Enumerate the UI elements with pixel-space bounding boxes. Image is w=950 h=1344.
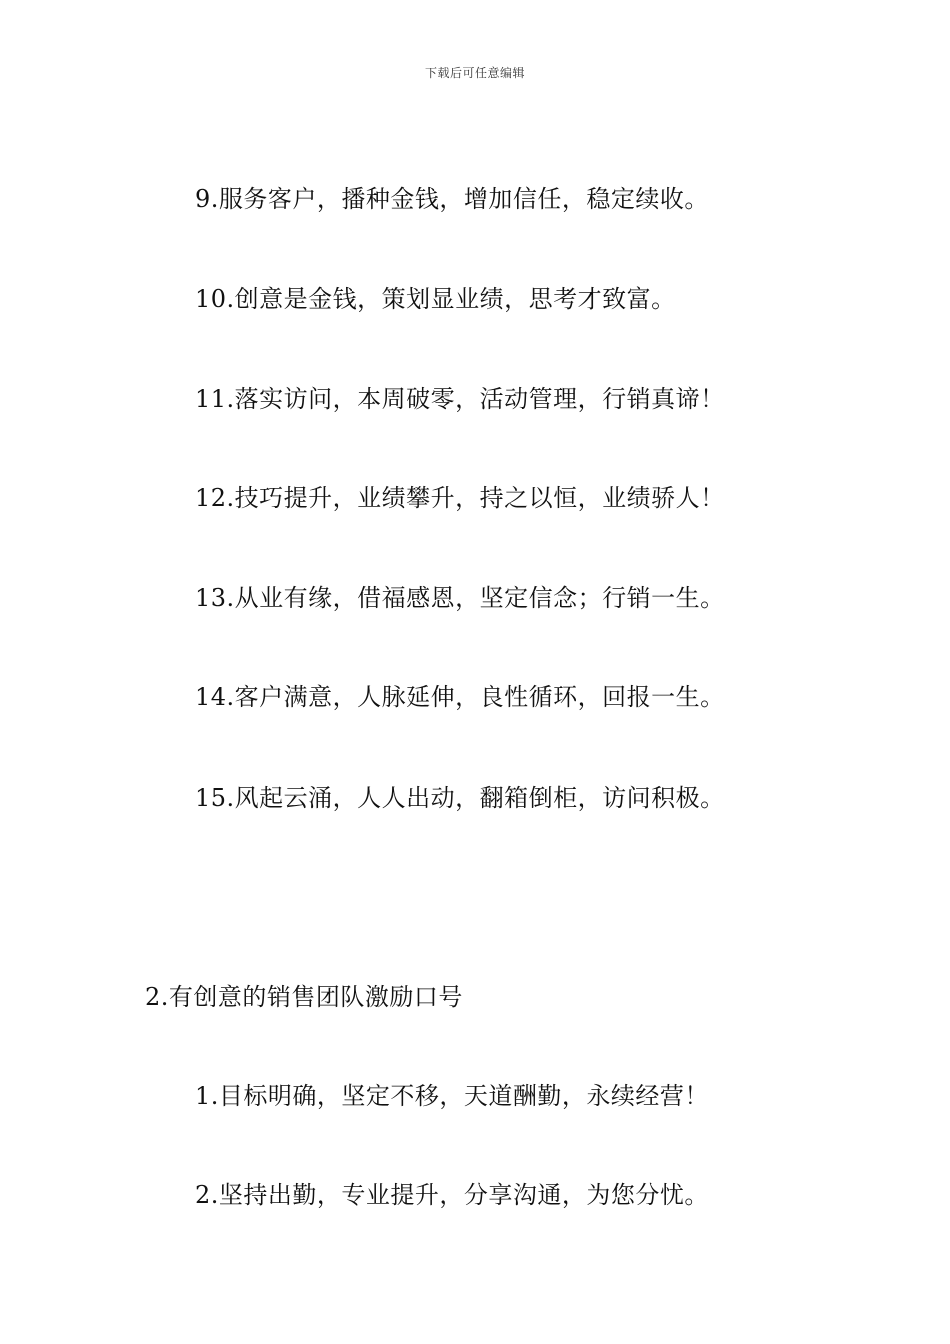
- list-item: 12.技巧提升，业绩攀升，持之以恒，业绩骄人！: [195, 484, 725, 512]
- section-heading: 2.有创意的销售团队激励口号: [145, 983, 463, 1011]
- list-item: 1.目标明确，坚定不移，天道酬勤，永续经营！: [195, 1082, 709, 1110]
- list-item: 9.服务客户，播种金钱，增加信任，稳定续收。: [195, 185, 709, 213]
- list-item: 13.从业有缘，借福感恩，坚定信念；行销一生。: [195, 584, 725, 612]
- list-item: 2.坚持出勤，专业提升，分享沟通，为您分忧。: [195, 1181, 709, 1209]
- page-header-note: 下载后可任意编辑: [424, 66, 525, 80]
- list-item: 10.创意是金钱，策划显业绩，思考才致富。: [195, 285, 676, 313]
- list-item: 14.客户满意，人脉延伸，良性循环，回报一生。: [195, 683, 725, 711]
- list-item: 11.落实访问，本周破零，活动管理，行销真谛！: [195, 385, 725, 413]
- list-item: 15.风起云涌，人人出动，翻箱倒柜，访问积极。: [195, 784, 725, 812]
